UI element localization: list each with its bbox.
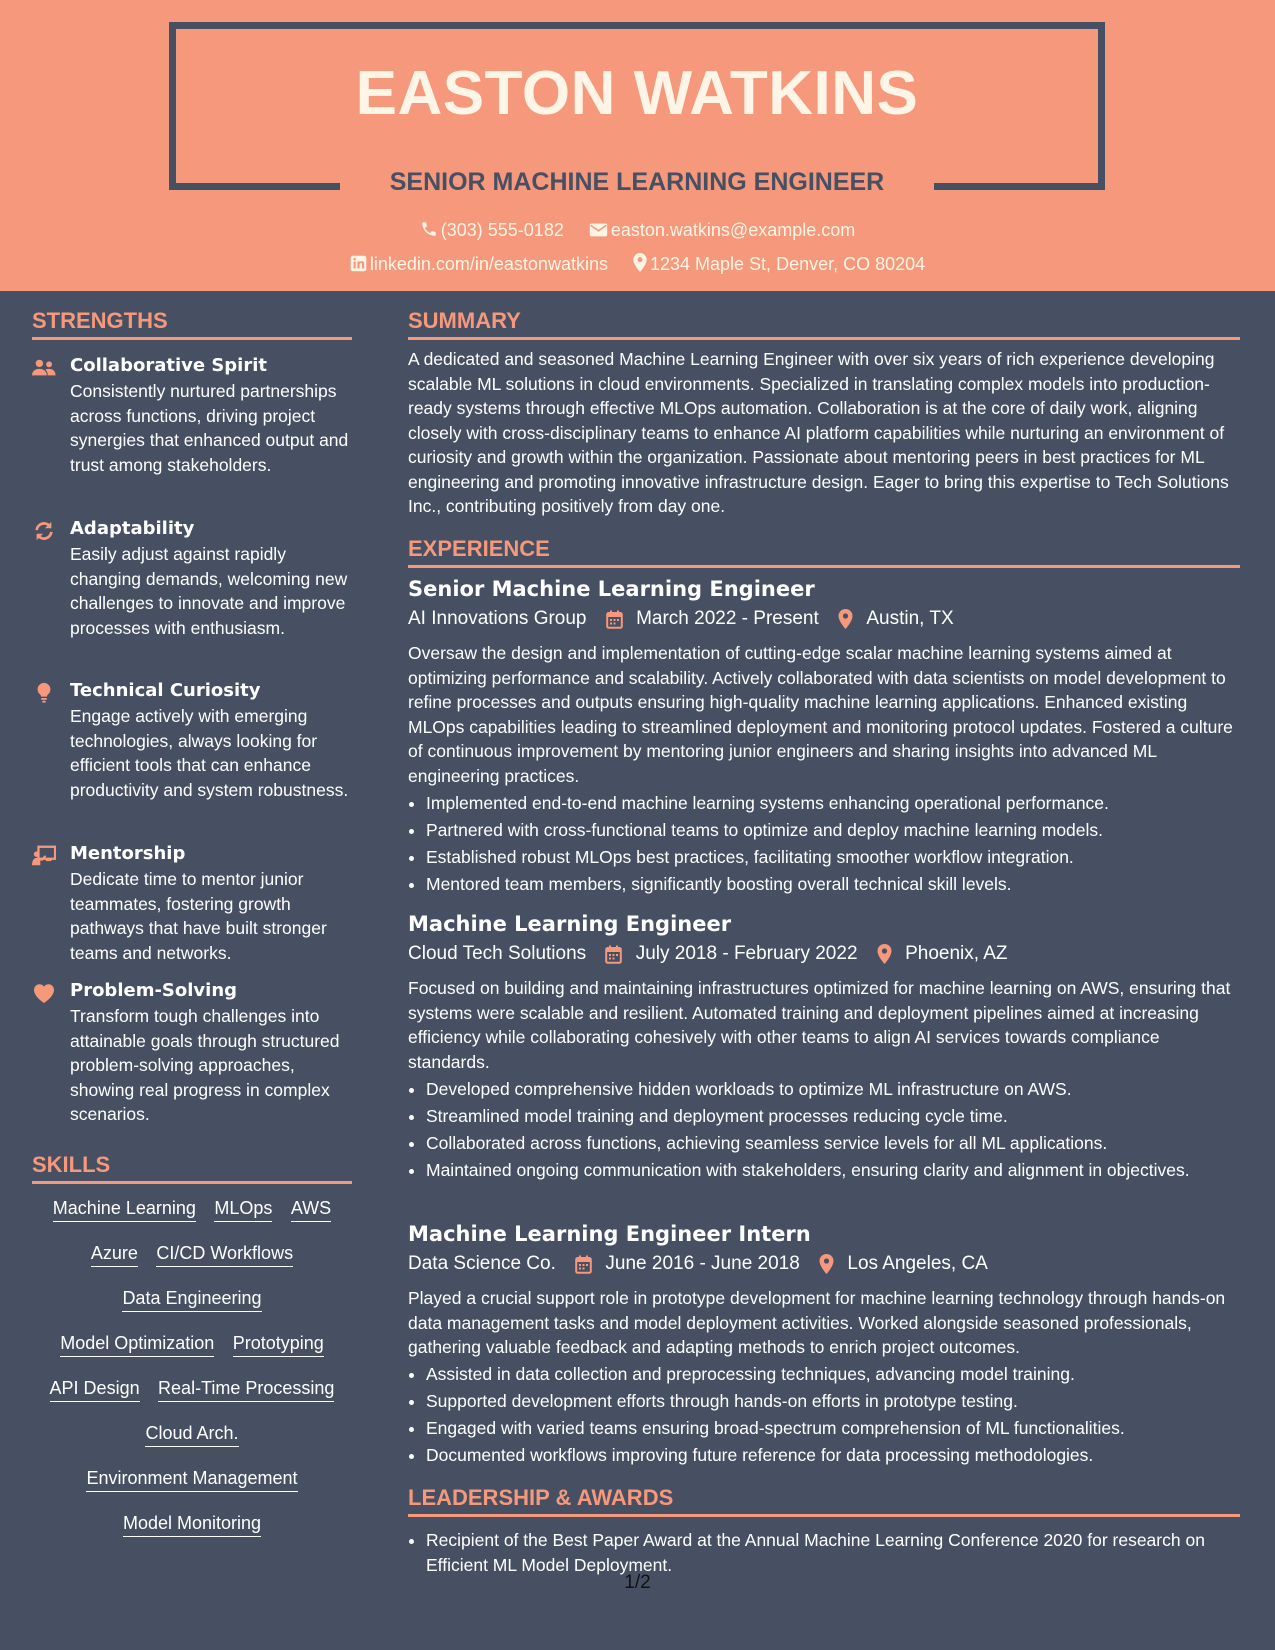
strength-desc: Engage actively with emerging technologies, always looking for efficient tools that can enhance productivity and system robustness. bbox=[70, 706, 349, 800]
linkedin-contact[interactable] bbox=[350, 254, 608, 275]
map-pin-icon bbox=[838, 609, 853, 629]
strengths-heading: STRENGTHS bbox=[32, 308, 352, 340]
skill-row bbox=[32, 1243, 352, 1288]
email-contact[interactable] bbox=[589, 220, 855, 241]
job-location: Austin, TX bbox=[866, 608, 954, 629]
calendar-icon bbox=[606, 610, 623, 629]
job-dates: June 2016 - June 2018 bbox=[605, 1253, 800, 1274]
page-number: 1/2 bbox=[624, 1572, 651, 1593]
skill-tag: Azure bbox=[91, 1243, 138, 1267]
calendar-icon bbox=[575, 1255, 592, 1274]
skill-row bbox=[32, 1288, 352, 1333]
skills-list bbox=[32, 1198, 352, 1558]
address-contact bbox=[633, 253, 925, 275]
contact-row-1 bbox=[0, 220, 1275, 241]
job-bullet: • Documented workflows improving future reference for data processing methodologies. bbox=[426, 1443, 1240, 1468]
job-meta bbox=[408, 1253, 1240, 1279]
job-description: Focused on building and maintaining infrastructures optimized for machine learning on AWS, ensuring that systems were scalable and resilient. Automated training and deployment pipelines aimed at increasing efficiency while collaborating cohesively with other teams to align AI services towards compliance standards. bbox=[408, 978, 1231, 1072]
candidate-name: EASTON WATKINS bbox=[355, 59, 919, 128]
contact-row-2 bbox=[0, 253, 1275, 275]
experience-heading: EXPERIENCE bbox=[408, 536, 1240, 568]
job-bullet: • Collaborated across functions, achieving seamless service levels for all ML applications. bbox=[426, 1131, 1240, 1156]
job-bullet: • Mentored team members, significantly boosting overall technical skill levels. bbox=[426, 872, 1240, 897]
experience-entry bbox=[408, 912, 1240, 1182]
skill-row bbox=[32, 1423, 352, 1468]
map-pin-icon bbox=[877, 944, 892, 964]
strength-desc: Transform tough challenges into attainable goals through structured problem-solving approaches, showing real progress in complex scenarios. bbox=[70, 1006, 340, 1124]
envelope-icon bbox=[589, 222, 608, 238]
strength-title: Adaptability bbox=[70, 518, 195, 539]
job-description: Played a crucial support role in prototype development for machine learning technology through hands-on data management tasks and model deployment activities. Worked alongside seasoned professionals, gathering valuable feedback and adapting methods to enrich project outcomes. bbox=[408, 1288, 1226, 1357]
job-bullets bbox=[426, 1077, 1240, 1183]
heart-icon bbox=[32, 982, 56, 1004]
skill-tag: CI/CD Workflows bbox=[156, 1243, 293, 1267]
job-meta bbox=[408, 943, 1240, 969]
job-title: Senior Machine Learning Engineer bbox=[408, 577, 815, 601]
skill-tag: API Design bbox=[50, 1378, 140, 1402]
job-title: Machine Learning Engineer Intern bbox=[408, 1222, 811, 1246]
job-bullet: • Maintained ongoing communication with stakeholders, ensuring clarity and alignment in objectives. bbox=[426, 1158, 1240, 1183]
email-text: easton.watkins@example.com bbox=[610, 220, 856, 240]
job-bullets bbox=[426, 791, 1240, 897]
chalkboard-teacher-icon bbox=[32, 845, 56, 867]
job-bullet: • Developed comprehensive hidden workloads to optimize ML infrastructure on AWS. bbox=[426, 1077, 1240, 1102]
skill-tag: Cloud Arch. bbox=[145, 1423, 238, 1447]
award-item: • Recipient of the Best Paper Award at the Annual Machine Learning Conference 2020 for research on Efficient ML Model Deployment. bbox=[426, 1528, 1240, 1577]
strength-title: Mentorship bbox=[70, 843, 186, 864]
job-dates: July 2018 - February 2022 bbox=[635, 943, 858, 964]
awards-list bbox=[426, 1528, 1240, 1577]
map-pin-icon bbox=[633, 253, 647, 272]
skill-tag: Model Optimization bbox=[60, 1333, 214, 1357]
experience-entry bbox=[408, 1222, 1240, 1468]
calendar-icon bbox=[605, 945, 622, 964]
linkedin-text: linkedin.com/in/eastonwatkins bbox=[369, 254, 608, 274]
job-description: Oversaw the design and implementation of cutting-edge scalar machine learning systems aimed at optimizing performance and scalability. Actively collaborated with data scientists on model development to refine processes and outputs ensuring high-quality machine learning applications. Enhanced existing MLOps capabilities leading to streamlined deployment and monitoring protocol updates. Fostered a culture of continuous improvement by mentoring junior engineers and sharing insights into advanced ML engineering practices. bbox=[408, 643, 1233, 786]
job-bullet: • Established robust MLOps best practices, facilitating smoother workflow integration. bbox=[426, 845, 1240, 870]
strength-title: Problem-Solving bbox=[70, 980, 238, 1001]
skill-tag: Environment Management bbox=[86, 1468, 297, 1492]
skill-tag: Data Engineering bbox=[122, 1288, 261, 1312]
job-bullet: • Supported development efforts through hands-on efforts in prototype testing. bbox=[426, 1389, 1240, 1414]
job-bullet: • Implemented end-to-end machine learning systems enhancing operational performance. bbox=[426, 791, 1240, 816]
skill-tag: Machine Learning bbox=[53, 1198, 196, 1222]
skill-tag: MLOps bbox=[214, 1198, 272, 1222]
strength-desc: Consistently nurtured partnerships across functions, driving project synergies that enhanced output and trust among stakeholders. bbox=[70, 381, 349, 475]
candidate-title: SENIOR MACHINE LEARNING ENGINEER bbox=[389, 168, 885, 196]
summary-heading: SUMMARY bbox=[408, 308, 1240, 340]
skill-tag: Real-Time Processing bbox=[158, 1378, 334, 1402]
strength-desc: Easily adjust against rapidly changing demands, welcoming new challenges to innovate and improve processes with enthusiasm. bbox=[70, 544, 348, 638]
job-title: Machine Learning Engineer bbox=[408, 912, 732, 936]
map-pin-icon bbox=[819, 1254, 834, 1274]
address-text: 1234 Maple St, Denver, CO 80204 bbox=[649, 254, 926, 274]
header-banner bbox=[0, 0, 1275, 291]
lightbulb-icon bbox=[32, 682, 56, 704]
job-company: Cloud Tech Solutions bbox=[408, 943, 587, 964]
users-icon bbox=[32, 357, 56, 379]
job-bullet: • Assisted in data collection and preprocessing techniques, advancing model training. bbox=[426, 1362, 1240, 1387]
job-bullet: • Streamlined model training and deployment processes reducing cycle time. bbox=[426, 1104, 1240, 1129]
skill-row bbox=[32, 1513, 352, 1558]
skill-tag: Prototyping bbox=[233, 1333, 324, 1357]
sync-icon bbox=[32, 520, 56, 542]
job-location: Phoenix, AZ bbox=[905, 943, 1008, 964]
skills-heading: SKILLS bbox=[32, 1152, 352, 1184]
job-meta bbox=[408, 608, 1240, 634]
strength-desc: Dedicate time to mentor junior teammates, fostering growth pathways that have built stronger teams and networks. bbox=[70, 869, 327, 963]
skill-row bbox=[32, 1333, 352, 1378]
awards-heading: LEADERSHIP & AWARDS bbox=[408, 1485, 1240, 1517]
linkedin-icon bbox=[350, 255, 367, 272]
job-bullet: • Engaged with varied teams ensuring broad-spectrum comprehension of ML functionalities. bbox=[426, 1416, 1240, 1441]
job-company: AI Innovations Group bbox=[408, 608, 587, 629]
job-company: Data Science Co. bbox=[408, 1253, 556, 1274]
skill-tag: AWS bbox=[291, 1198, 331, 1222]
strength-title: Technical Curiosity bbox=[70, 680, 261, 701]
phone-text: (303) 555-0182 bbox=[440, 220, 564, 240]
job-location: Los Angeles, CA bbox=[847, 1253, 988, 1274]
job-bullets bbox=[426, 1362, 1240, 1468]
strength-title: Collaborative Spirit bbox=[70, 355, 267, 376]
summary-text: A dedicated and seasoned Machine Learning Engineer with over six years of rich experience developing scalable ML solutions in cloud environments. Specialized in translating complex models into production-ready systems through effective MLOps automation. Collaboration is at the core of daily work, aligning closely with cross-disciplinary teams to enhance AI platform capabilities while nurturing an environment of curiosity and growth within the organization. Passionate about mentoring peers in best practices for ML engineering and promoting innovative infrastructure design. Eager to bring this expertise to Tech Solutions Inc., contributing positively from day one. bbox=[408, 349, 1229, 516]
phone-contact[interactable] bbox=[420, 220, 564, 241]
skill-row bbox=[32, 1378, 352, 1423]
experience-entry bbox=[408, 577, 1240, 896]
job-bullet: • Partnered with cross-functional teams to optimize and deploy machine learning models. bbox=[426, 818, 1240, 843]
skill-tag: Model Monitoring bbox=[123, 1513, 261, 1537]
skill-row bbox=[32, 1198, 352, 1243]
job-dates: March 2022 - Present bbox=[636, 608, 819, 629]
skill-row bbox=[32, 1468, 352, 1513]
phone-icon bbox=[420, 220, 438, 238]
